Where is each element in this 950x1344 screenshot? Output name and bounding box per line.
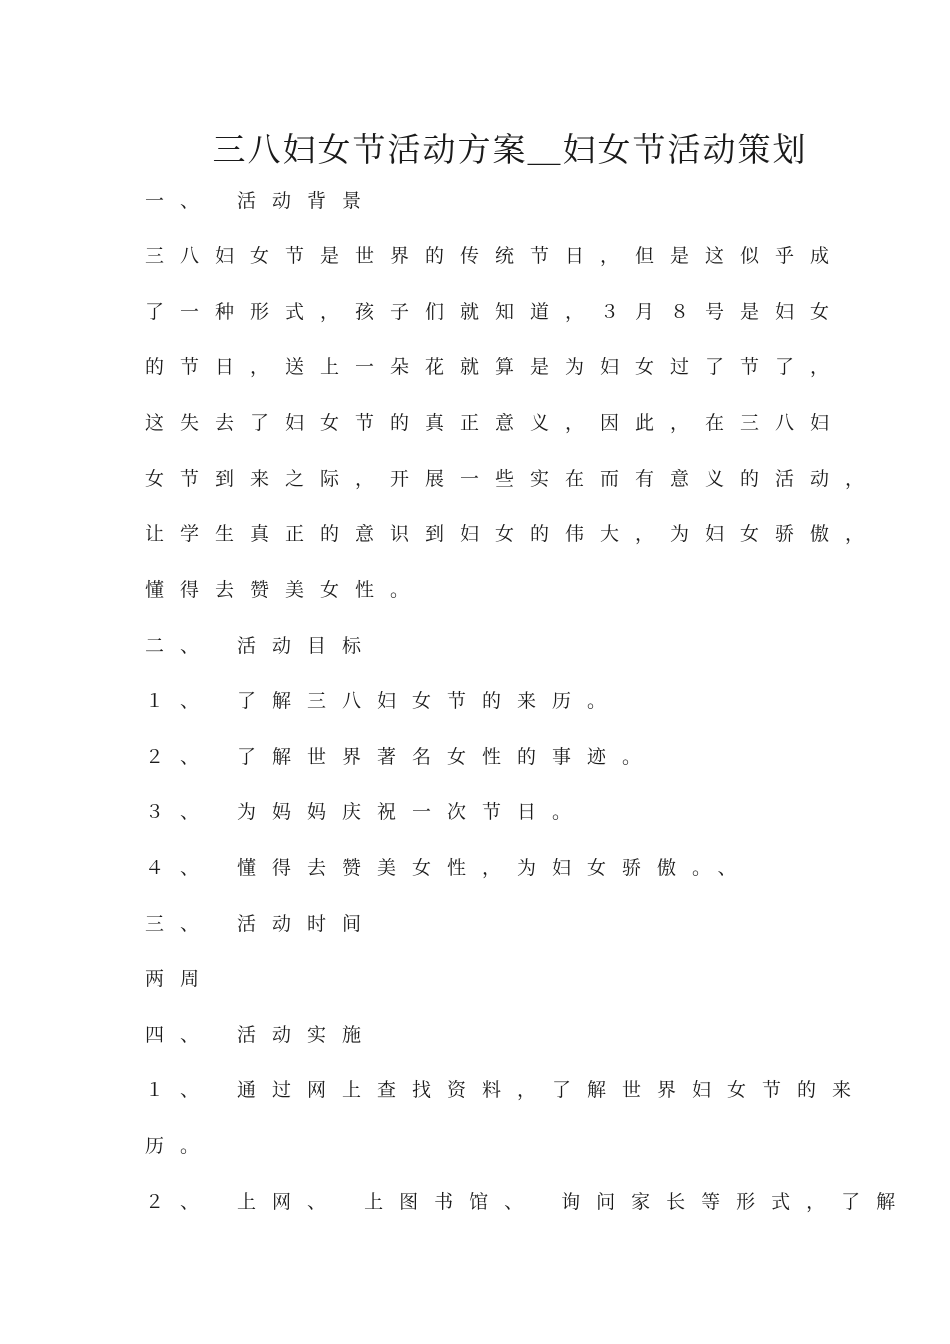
paragraph-line: 让学生真正的意识到妇女的伟大，为妇女骄傲， <box>145 523 881 545</box>
paragraph-line: 女节到来之际，开展一些实在而有意义的活动， <box>145 468 881 490</box>
list-item: ４、 懂得去赞美女性，为妇女骄傲。、 <box>145 857 753 879</box>
list-item: ２、 了解世界著名女性的事迹。 <box>145 746 658 768</box>
paragraph-line: 历。 <box>145 1135 216 1157</box>
paragraph-line: 三八妇女节是世界的传统节日，但是这似乎成 <box>145 245 846 267</box>
section-heading-background: 一、 活动背景 <box>145 190 378 212</box>
list-item: １、 了解三八妇女节的来历。 <box>145 690 623 712</box>
paragraph-line: 的节日，送上一朵花就算是为妇女过了节了， <box>145 356 846 378</box>
paragraph-line: 两周 <box>145 968 216 990</box>
paragraph-line: 了一种形式，孩子们就知道，３月８号是妇女 <box>145 301 846 323</box>
list-item: １、 通过网上查找资料，了解世界妇女节的来 <box>145 1079 868 1101</box>
section-heading-goals: 二、 活动目标 <box>145 635 378 657</box>
section-heading-implementation: 四、 活动实施 <box>145 1024 378 1046</box>
list-item: ２、 上网、 上图书馆、 询问家长等形式，了解 <box>145 1191 912 1213</box>
paragraph-line: 懂得去赞美女性。 <box>145 579 426 601</box>
list-item: ３、 为妈妈庆祝一次节日。 <box>145 801 588 823</box>
section-heading-time: 三、 活动时间 <box>145 913 378 935</box>
paragraph-line: 这失去了妇女节的真正意义，因此，在三八妇 <box>145 412 846 434</box>
document-title: 三八妇女节活动方案＿妇女节活动策划 <box>212 130 808 169</box>
